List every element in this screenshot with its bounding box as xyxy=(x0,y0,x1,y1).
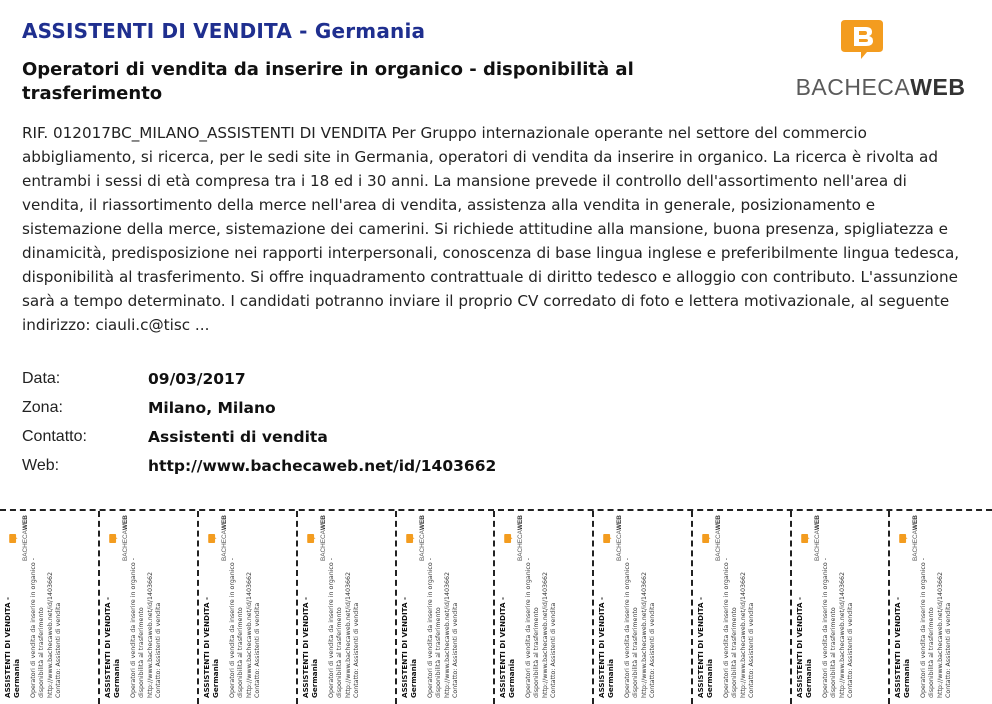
tear-off-tab-content xyxy=(0,511,98,704)
tab-subtitle-line2: disponibilità al trasferimento xyxy=(533,607,541,698)
tab-title: ASSISTENTI DI VENDITA - xyxy=(597,596,606,698)
tab-title: ASSISTENTI DI VENDITA - xyxy=(301,596,310,698)
tear-off-tab[interactable] xyxy=(790,511,888,704)
tab-contact: Contatto: Assistenti di vendita xyxy=(55,602,63,698)
zone-value: Milano, Milano xyxy=(148,398,276,417)
tab-subtitle-line1: Operatori di vendita da inserire in organico - xyxy=(822,557,829,698)
bachecaweb-logo-icon xyxy=(406,535,415,544)
contact-label: Contatto: xyxy=(22,427,87,445)
tab-web-link: http://www.bachecaweb.net/id/1403662 xyxy=(640,571,648,698)
tab-web-link: http://www.bachecaweb.net/id/1403662 xyxy=(739,571,747,698)
tab-title-country: Germania xyxy=(902,658,911,698)
tab-contact: Contatto: Assistenti di vendita xyxy=(945,602,953,698)
tab-web-link: http://www.bachecaweb.net/id/1403662 xyxy=(936,571,944,698)
tear-off-tab-content xyxy=(594,511,690,704)
tab-web-link: http://www.bachecaweb.net/id/1403662 xyxy=(245,571,253,698)
bachecaweb-logo-icon xyxy=(208,535,217,544)
bachecaweb-logo-icon xyxy=(702,535,711,544)
tear-off-tab[interactable] xyxy=(592,511,690,704)
tab-subtitle-line1: Operatori di vendita da inserire in organico - xyxy=(624,557,631,698)
tab-contact: Contatto: Assistenti di vendita xyxy=(847,602,855,698)
tear-off-tab-content xyxy=(100,511,196,704)
tab-logo: BACHECAWEB xyxy=(696,517,723,561)
tear-off-tab[interactable] xyxy=(493,511,591,704)
tab-title: ASSISTENTI DI VENDITA - xyxy=(696,596,705,698)
tear-off-tab[interactable] xyxy=(197,511,295,704)
bachecaweb-logo-icon xyxy=(504,535,513,544)
tab-subtitle-line2: disponibilità al trasferimento xyxy=(928,607,936,698)
tab-logo: BACHECAWEB xyxy=(597,517,624,561)
tab-subtitle-line1: Operatori di vendita da inserire in organico - xyxy=(920,557,927,698)
tab-title-country: Germania xyxy=(112,658,121,698)
tab-title-country: Germania xyxy=(12,658,21,698)
tab-contact: Contatto: Assistenti di vendita xyxy=(452,602,460,698)
web-link[interactable]: http://www.bachecaweb.net/id/1403662 xyxy=(148,456,497,475)
tab-title-country: Germania xyxy=(705,658,714,698)
tab-title-country: Germania xyxy=(606,658,615,698)
tear-off-tab[interactable] xyxy=(0,511,98,704)
tab-title: ASSISTENTI DI VENDITA - xyxy=(400,596,409,698)
tab-logo: BACHECAWEB xyxy=(103,517,130,561)
detail-row-contact xyxy=(22,422,722,451)
tab-subtitle-line2: disponibilità al trasferimento xyxy=(336,607,344,698)
tab-title-country: Germania xyxy=(804,658,813,698)
page-subtitle: Operatori di vendita da inserire in organico - disponibilità al trasferimento xyxy=(22,59,634,104)
tear-off-tab[interactable] xyxy=(888,511,986,704)
tab-subtitle-line1: Operatori di vendita da inserire in organico - xyxy=(525,557,532,698)
tab-title-country: Germania xyxy=(211,658,220,698)
bachecaweb-logo-text: BACHECAWEB xyxy=(795,74,966,100)
tab-contact: Contatto: Assistenti di vendita xyxy=(748,602,756,698)
bachecaweb-logo-icon xyxy=(801,535,810,544)
bachecaweb-logo-icon xyxy=(9,535,18,544)
tab-subtitle-line1: Operatori di vendita da inserire in organico - xyxy=(328,557,335,698)
tab-contact: Contatto: Assistenti di vendita xyxy=(353,602,361,698)
tab-subtitle-line1: Operatori di vendita da inserire in organico - xyxy=(30,557,37,698)
zone-label: Zona: xyxy=(22,398,63,416)
web-label: Web: xyxy=(22,456,60,474)
tear-off-tab-content xyxy=(693,511,789,704)
tear-off-tab[interactable] xyxy=(296,511,394,704)
tab-subtitle-line1: Operatori di vendita da inserire in organico - xyxy=(130,557,137,698)
bachecaweb-logo-icon xyxy=(899,535,908,544)
tab-subtitle-line2: disponibilità al trasferimento xyxy=(138,607,146,698)
tab-subtitle-line2: disponibilità al trasferimento xyxy=(731,607,739,698)
tab-contact: Contatto: Assistenti di vendita xyxy=(550,602,558,698)
tab-title: ASSISTENTI DI VENDITA - xyxy=(498,596,507,698)
tab-title: ASSISTENTI DI VENDITA - xyxy=(202,596,211,698)
bachecaweb-logo-icon xyxy=(841,20,883,60)
tab-subtitle-line2: disponibilità al trasferimento xyxy=(632,607,640,698)
tab-logo: BACHECAWEB xyxy=(795,517,822,561)
tab-title-country: Germania xyxy=(409,658,418,698)
bachecaweb-logo-icon xyxy=(109,535,118,544)
page-title: ASSISTENTI DI VENDITA - Germania xyxy=(22,19,426,43)
tab-web-link: http://www.bachecaweb.net/id/1403662 xyxy=(443,571,451,698)
detail-row-web xyxy=(22,451,722,480)
tear-off-tab-content xyxy=(495,511,591,704)
tab-subtitle-line1: Operatori di vendita da inserire in organico - xyxy=(229,557,236,698)
tab-contact: Contatto: Assistenti di vendita xyxy=(155,602,163,698)
tab-subtitle-line1: Operatori di vendita da inserire in organico - xyxy=(723,557,730,698)
tab-subtitle-line2: disponibilità al trasferimento xyxy=(38,607,46,698)
tab-logo: BACHECAWEB xyxy=(893,517,920,561)
tab-title: ASSISTENTI DI VENDITA - xyxy=(3,596,12,698)
tab-logo: BACHECAWEB xyxy=(498,517,525,561)
tab-web-link: http://www.bachecaweb.net/id/1403662 xyxy=(146,571,154,698)
bachecaweb-logo xyxy=(788,20,973,100)
contact-value: Assistenti di vendita xyxy=(148,427,328,446)
tab-subtitle-line2: disponibilità al trasferimento xyxy=(237,607,245,698)
bachecaweb-logo-icon xyxy=(307,535,316,544)
tab-web-link: http://www.bachecaweb.net/id/1403662 xyxy=(344,571,352,698)
tab-web-link: http://www.bachecaweb.net/id/1403662 xyxy=(541,571,549,698)
date-value: 09/03/2017 xyxy=(148,369,246,388)
tab-title: ASSISTENTI DI VENDITA - xyxy=(795,596,804,698)
tab-contact: Contatto: Assistenti di vendita xyxy=(254,602,262,698)
tab-subtitle-line2: disponibilità al trasferimento xyxy=(435,607,443,698)
tab-subtitle-line1: Operatori di vendita da inserire in organico - xyxy=(427,557,434,698)
tear-off-tab-content xyxy=(298,511,394,704)
tear-off-tab[interactable] xyxy=(691,511,789,704)
tab-title-country: Germania xyxy=(507,658,516,698)
tab-logo: BACHECAWEB xyxy=(3,517,30,561)
tab-logo: BACHECAWEB xyxy=(202,517,229,561)
tear-off-tab-content xyxy=(397,511,493,704)
tab-logo: BACHECAWEB xyxy=(400,517,427,561)
detail-row-date xyxy=(22,364,722,393)
tear-off-tab[interactable] xyxy=(395,511,493,704)
tear-off-strip xyxy=(0,509,992,702)
tear-off-tab[interactable] xyxy=(98,511,196,704)
tab-web-link: http://www.bachecaweb.net/id/1403662 xyxy=(46,571,54,698)
job-description: RIF. 012017BC_MILANO_ASSISTENTI DI VENDITA Per Gruppo internazionale operante nel settore del commercio abbigliamento, si ricerca, per le sedi site in Germania, operatori di vendita da inserire in organico. La ricerca è rivolta ad entrambi i sessi di età compresa tra i 18 ed i 30 anni. La mansione prevede il controllo dell'assortimento nell'area di vendita, il riassortimento della merce nell'area di vendita, assistenza alla vendita in generale, posizionamento e sistemazione della merce, sistemazione dei camerini. Si richiede attitudine alla mansione, buona presenza, spigliatezza e dinamicità, predisposizione nei rapporti interpersonali, conoscenza di base lingua inglese e preferibilmente lingua tedesca, disponibilità al trasferimento. Si offre inquadramento contrattuale di diritto tedesco e alloggio con contributo. L'assunzione sarà a tempo determinato. I candidati potranno inviare il proprio CV corredato di foto e lettera motivazionale, al seguente indirizzo: ciauli.c@tisc ... xyxy=(22,124,960,334)
tab-title: ASSISTENTI DI VENDITA - xyxy=(893,596,902,698)
tab-web-link: http://www.bachecaweb.net/id/1403662 xyxy=(838,571,846,698)
tab-logo: BACHECAWEB xyxy=(301,517,328,561)
tab-title: ASSISTENTI DI VENDITA - xyxy=(103,596,112,698)
tear-off-tab-content xyxy=(890,511,986,704)
tab-contact: Contatto: Assistenti di vendita xyxy=(649,602,657,698)
tear-off-tab-content xyxy=(792,511,888,704)
detail-row-zone xyxy=(22,393,722,422)
job-details xyxy=(22,364,722,480)
tab-title-country: Germania xyxy=(310,658,319,698)
bachecaweb-logo-icon xyxy=(603,535,612,544)
tear-off-tab-content xyxy=(199,511,295,704)
date-label: Data: xyxy=(22,369,61,387)
tab-subtitle-line2: disponibilità al trasferimento xyxy=(830,607,838,698)
